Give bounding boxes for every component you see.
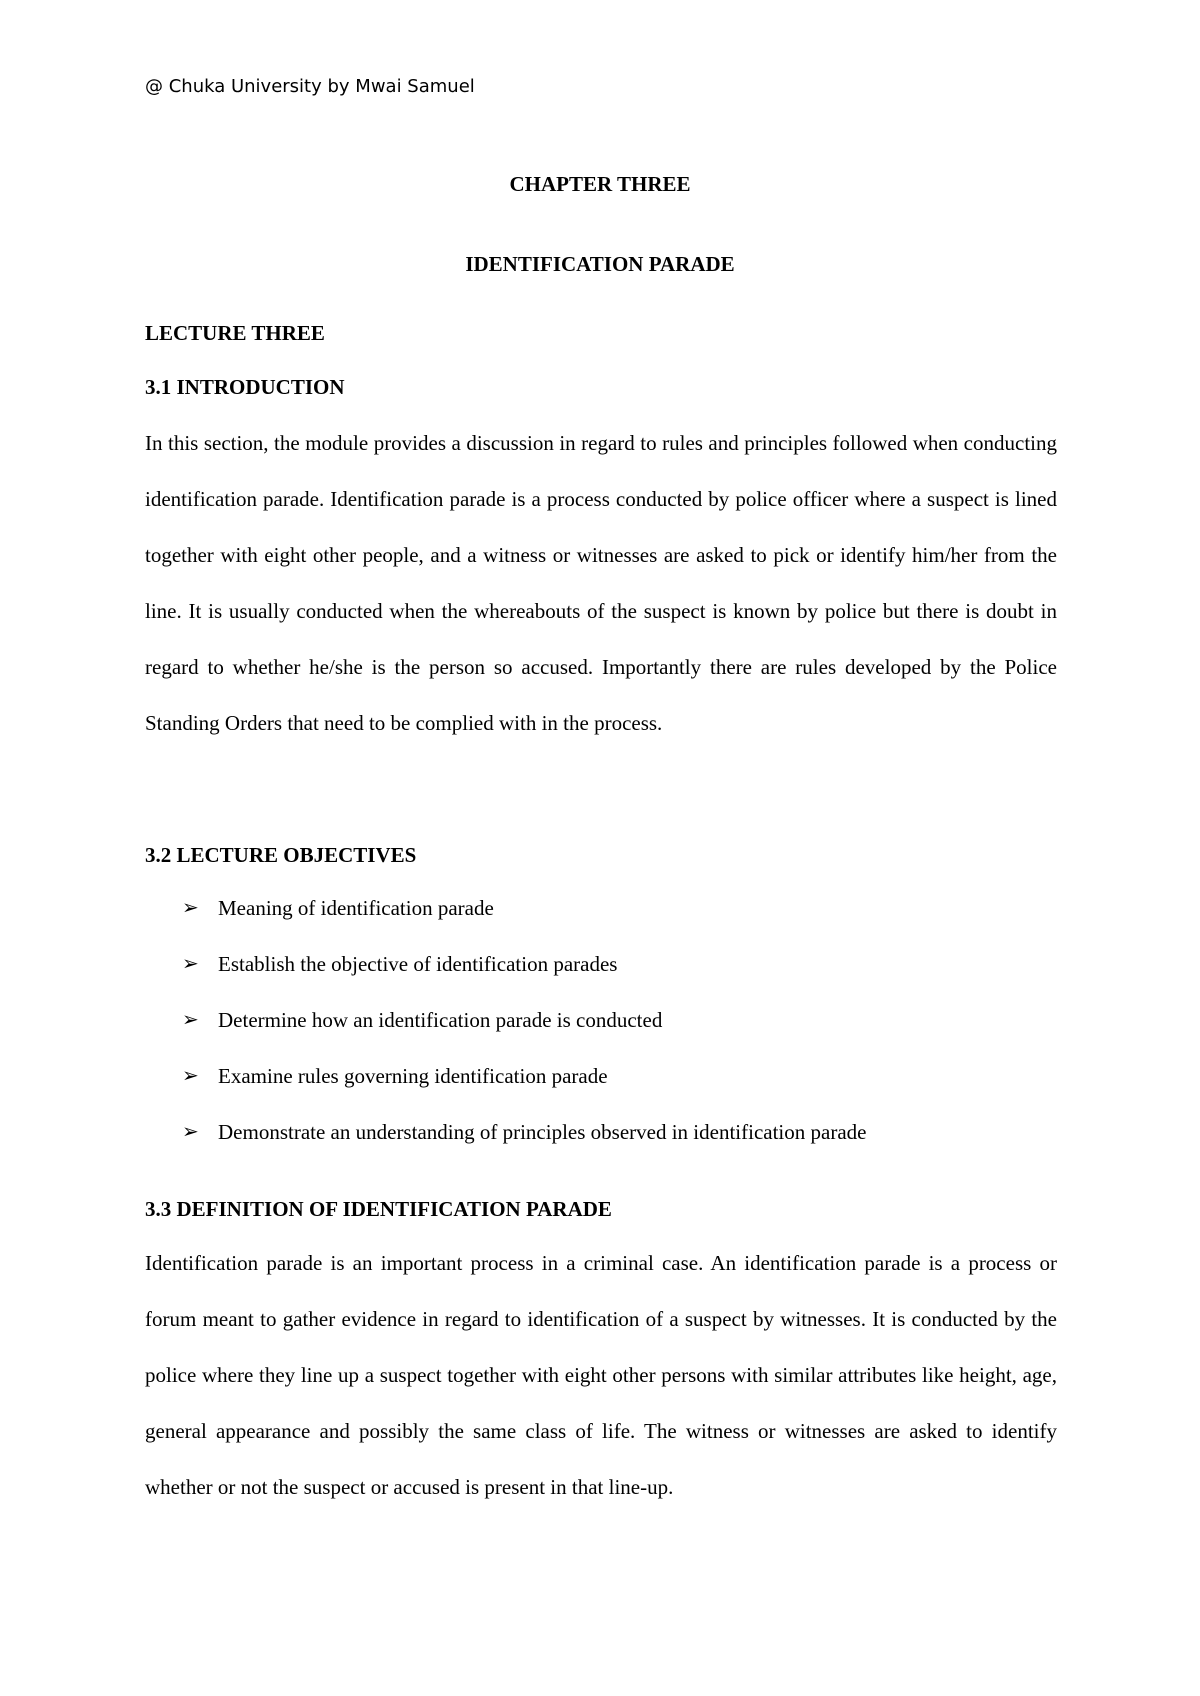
list-item [182, 1048, 866, 1104]
arrowhead-bullet-icon: ➢ [182, 953, 199, 975]
list-item [182, 880, 866, 936]
chapter-title: CHAPTER THREE [509, 172, 691, 196]
arrowhead-bullet-icon: ➢ [182, 1065, 199, 1087]
objectives-heading: 3.2 LECTURE OBJECTIVES [145, 843, 417, 867]
chapter-subtitle: IDENTIFICATION PARADE [465, 252, 735, 276]
objective-text: Examine rules governing identification parade [218, 1064, 608, 1088]
page-header: @ Chuka University by Mwai Samuel [145, 76, 475, 97]
objective-text: Meaning of identification parade [218, 896, 494, 920]
arrowhead-bullet-icon: ➢ [182, 1121, 199, 1143]
arrowhead-bullet-icon: ➢ [182, 897, 199, 919]
objective-text: Establish the objective of identification parades [218, 952, 618, 976]
definition-paragraph: Identification parade is an important process in a criminal case. An identification parade is a process or forum meant to gather evidence in regard to identification of a suspect by witnesses. It is conducted by the police where they line up a suspect together with eight other persons with similar attributes like height, age, general appearance and possibly the same class of life. The witness or witnesses are asked to identify whether or not the suspect or accused is present in that line-up. [145, 1251, 1057, 1499]
introduction-paragraph: In this section, the module provides a discussion in regard to rules and principles followed when conducting identification parade. Identification parade is a process conducted by police officer where a suspect is lined together with eight other people, and a witness or witnesses are asked to pick or identify him/her from the line. It is usually conducted when the whereabouts of the suspect is known by police but there is doubt in regard to whether he/she is the person so accused. Importantly there are rules developed by the Police Standing Orders that need to be complied with in the process. [145, 431, 1057, 735]
list-item [182, 936, 866, 992]
list-item [182, 1104, 866, 1160]
list-item [182, 992, 866, 1048]
objective-text: Determine how an identification parade is conducted [218, 1008, 663, 1032]
objectives-list [182, 880, 866, 1160]
definition-heading: 3.3 DEFINITION OF IDENTIFICATION PARADE [145, 1197, 612, 1221]
arrowhead-bullet-icon: ➢ [182, 1009, 199, 1031]
lecture-heading: LECTURE THREE [145, 321, 325, 345]
introduction-heading: 3.1 INTRODUCTION [145, 375, 345, 399]
objective-text: Demonstrate an understanding of principles observed in identification parade [218, 1120, 867, 1144]
